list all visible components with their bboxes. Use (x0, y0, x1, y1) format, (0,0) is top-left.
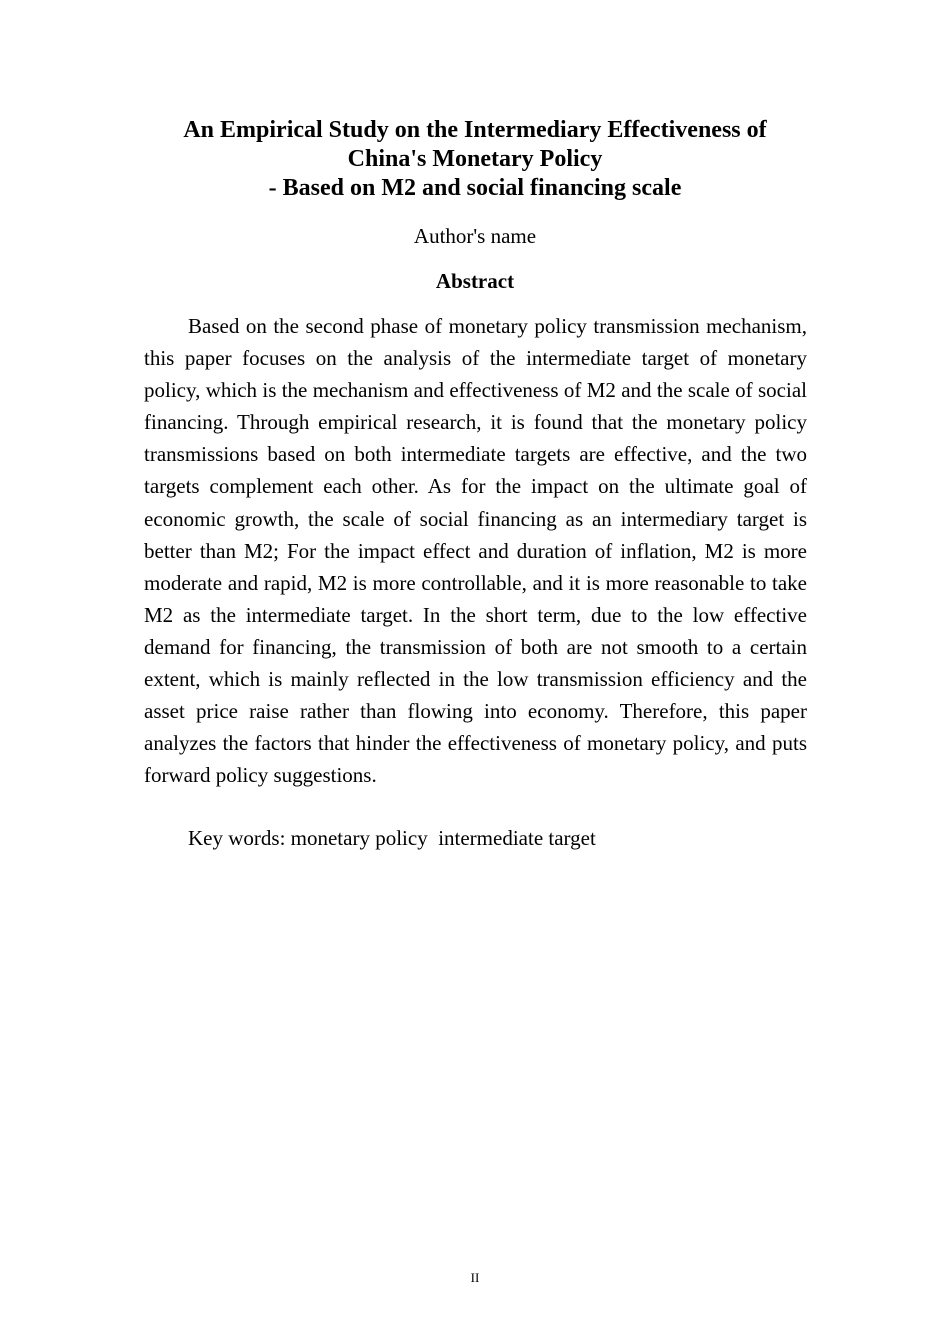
author-name: Author's name (413, 224, 537, 248)
keywords-line: Key words: monetary policy intermediate target (188, 826, 596, 850)
title-line-3: - Based on M2 and social financing scale (268, 175, 682, 201)
paper-title (130, 116, 820, 203)
title-line-1: An Empirical Study on the Intermediary Effectiveness of (183, 117, 767, 143)
page-number: II (470, 1270, 480, 1285)
abstract-body: Based on the second phase of monetary policy transmission mechanism, this paper focuses on the analysis of the intermediate target of monetary policy, which is the mechanism and effectiveness of M2 and the scale of social financing. Through empirical research, it is found that the monetary policy transmissions based on both intermediate targets are effective, and the two targets complement each other. As for the impact on the ultimate goal of economic growth, the scale of social financing as an intermediary target is better than M2; For the impact effect and duration of inflation, M2 is more moderate and rapid, M2 is more controllable, and it is more reasonable to take M2 as the intermediate target. In the short term, due to the low effective demand for financing, the transmission of both are not smooth to a certain extent, which is mainly reflected in the low transmission efficiency and the asset price raise rather than flowing into economy. Therefore, this paper analyzes the factors that hinder the effectiveness of monetary policy, and puts forward policy suggestions. (144, 314, 807, 788)
title-line-2: China's Monetary Policy (347, 146, 603, 172)
abstract-heading: Abstract (435, 269, 515, 293)
